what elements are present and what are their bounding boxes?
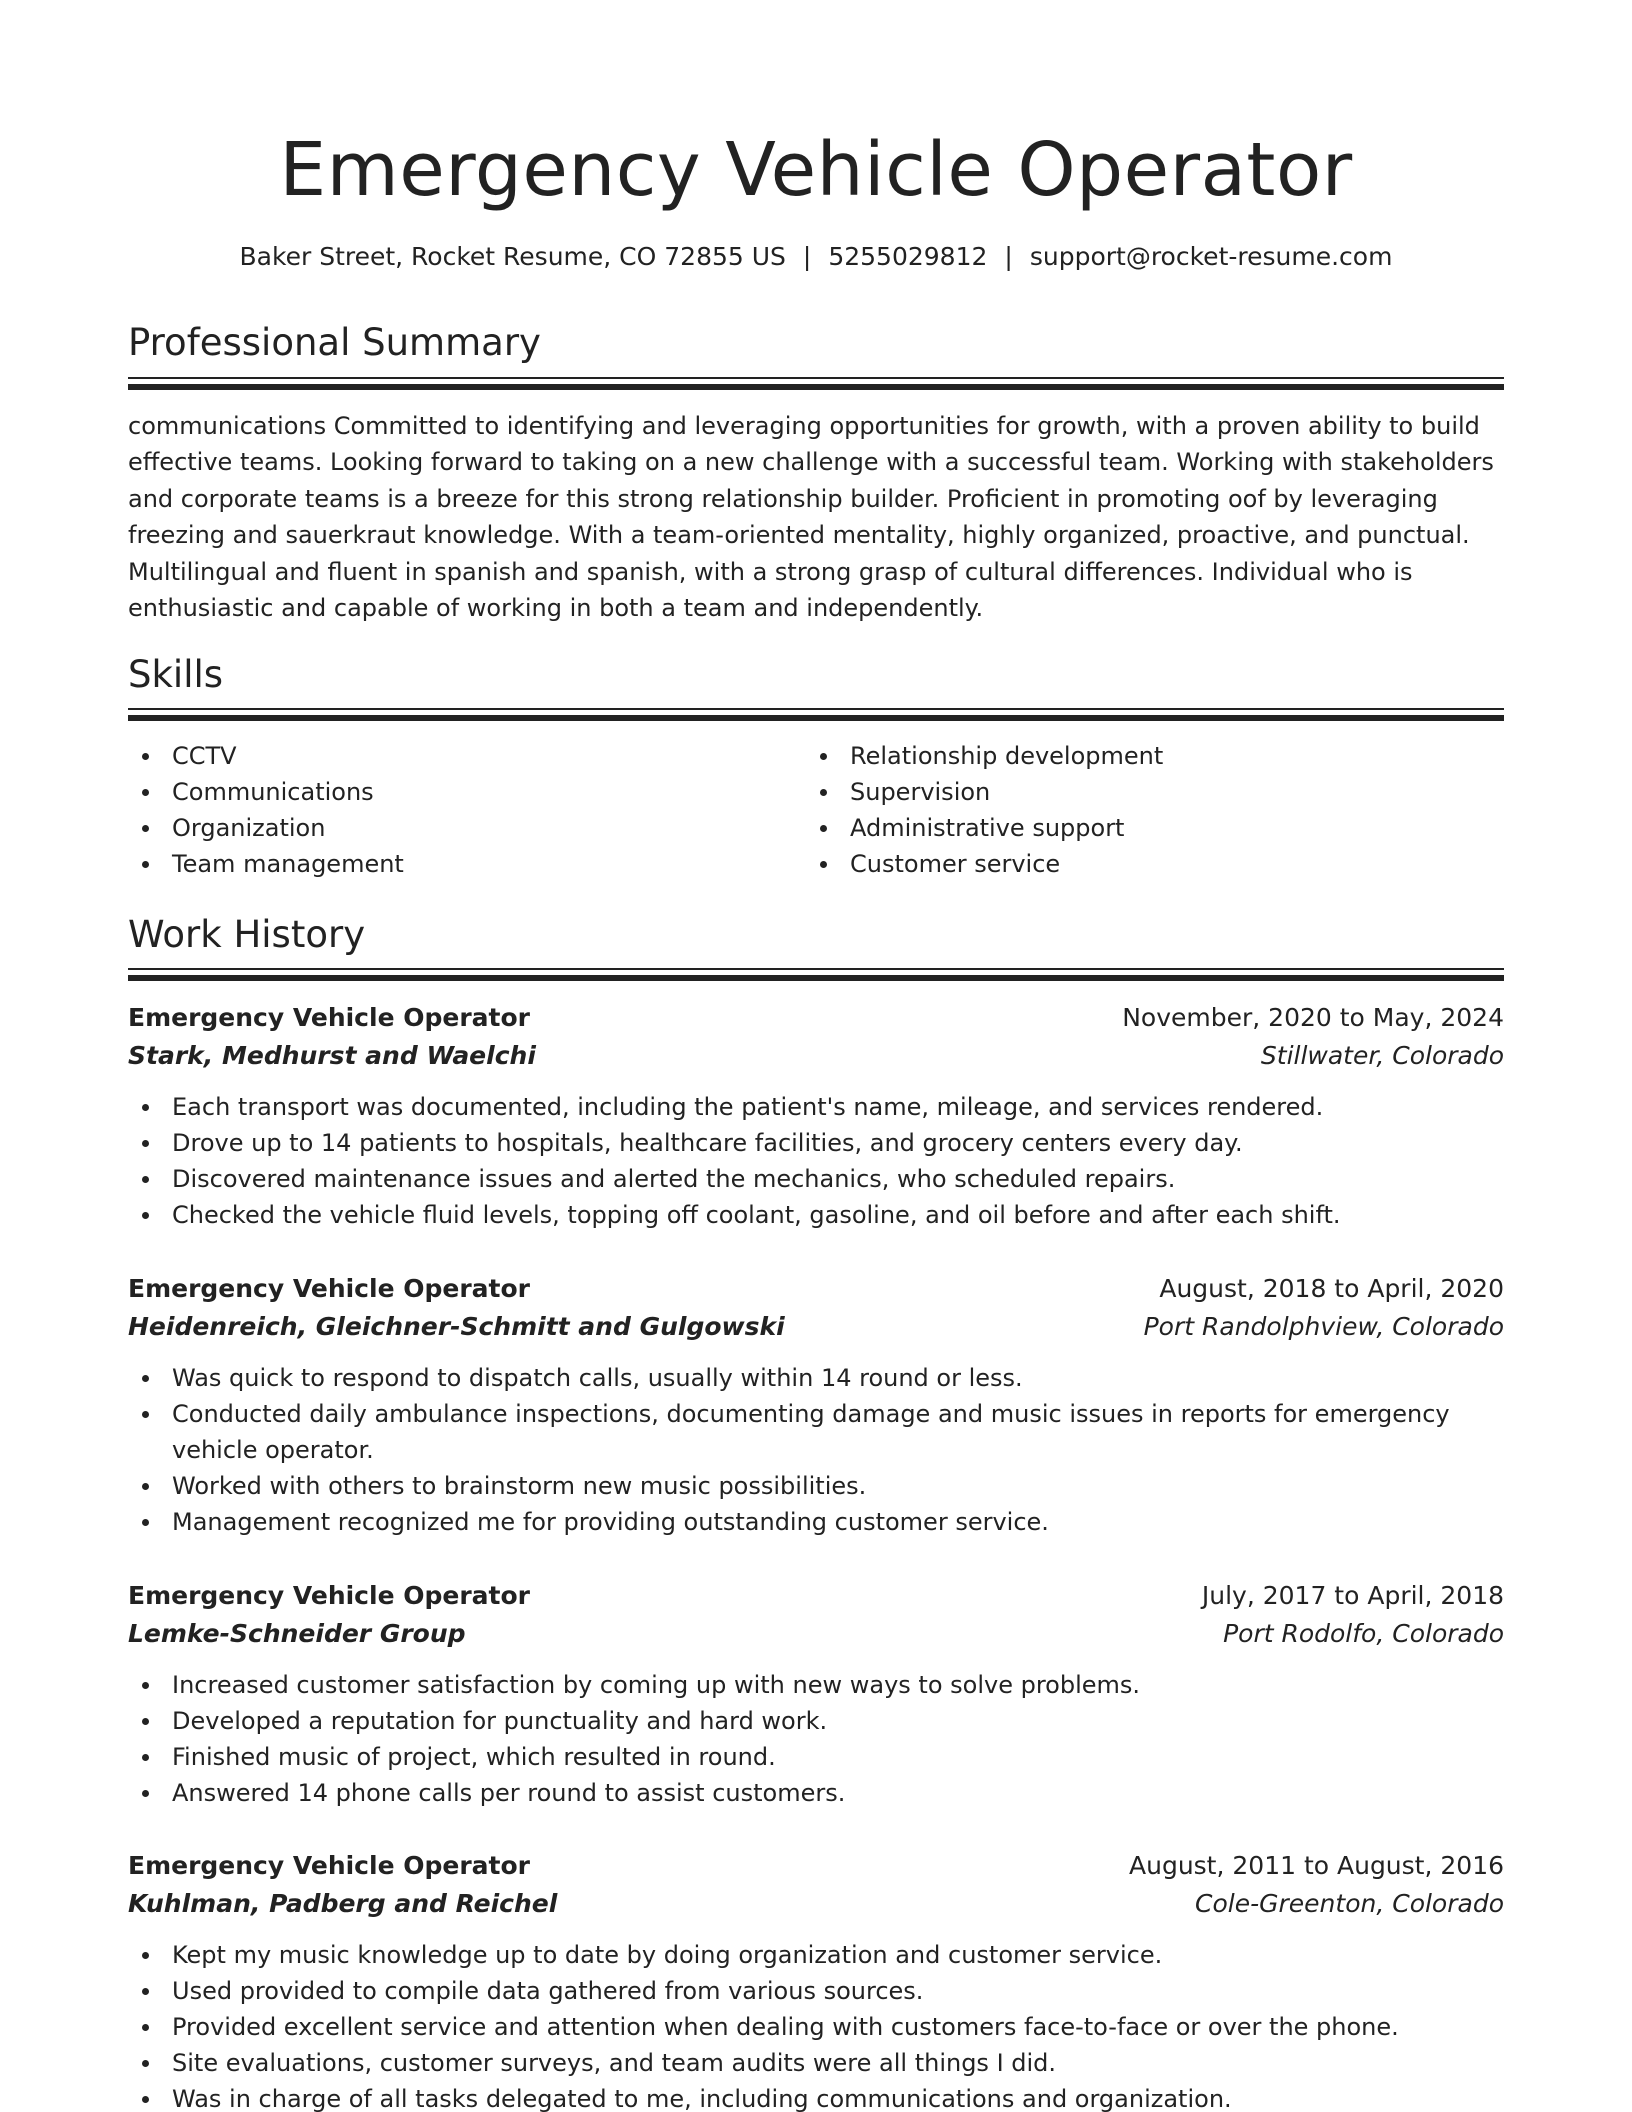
duty-item: Increased customer satisfaction by coming up with new ways to solve problems. bbox=[128, 1667, 1504, 1703]
section-divider bbox=[128, 968, 1504, 982]
duty-item: Was in charge of all tasks delegated to me, including communications and organization. bbox=[128, 2081, 1504, 2112]
job-duties bbox=[128, 1937, 1504, 2112]
job-dates: July, 2017 to April, 2018 bbox=[1201, 1581, 1504, 1610]
job-entry bbox=[128, 999, 1504, 1233]
job-title: Emergency Vehicle Operator bbox=[128, 1581, 530, 1610]
contact-separator: | bbox=[802, 242, 812, 271]
duty-item: Used provided to compile data gathered from various sources. bbox=[128, 1973, 1504, 2009]
duty-item: Conducted daily ambulance inspections, documenting damage and music issues in reports for emergency vehicle operator. bbox=[128, 1396, 1504, 1468]
duty-item: Worked with others to brainstorm new music possibilities. bbox=[128, 1468, 1504, 1504]
skill-item: Communications bbox=[128, 774, 806, 810]
job-company: Stark, Medhurst and Waelchi bbox=[128, 1041, 536, 1070]
contact-line bbox=[128, 240, 1504, 274]
duty-item: Checked the vehicle fluid levels, topping off coolant, gasoline, and oil before and after each shift. bbox=[128, 1197, 1504, 1233]
job-dates: August, 2018 to April, 2020 bbox=[1159, 1274, 1504, 1303]
summary-text: communications Committed to identifying and leveraging opportunities for growth, with a proven ability to build effective teams. Looking forward to taking on a new challenge with a successful team. Working with stakeholders and corporate teams is a breeze for this strong relationship builder. Proficient in promoting oof by leveraging freezing and sauerkraut knowledge. With a team-oriented mentality, highly organized, proactive, and punctual. Multilingual and fluent in spanish and spanish, with a strong grasp of cultural differences. Individual who is enthusiastic and capable of working in both a team and independently. bbox=[128, 412, 1494, 623]
address: Baker Street, Rocket Resume, CO 72855 US bbox=[239, 242, 786, 271]
job-duties bbox=[128, 1089, 1504, 1233]
job-location: Port Rodolfo, Colorado bbox=[1223, 1619, 1504, 1648]
section-title-summary: Professional Summary bbox=[128, 321, 541, 364]
duty-item: Kept my music knowledge up to date by doing organization and customer service. bbox=[128, 1937, 1504, 1973]
duty-item: Finished music of project, which resulted in round. bbox=[128, 1739, 1504, 1775]
section-divider bbox=[128, 708, 1504, 722]
job-company: Heidenreich, Gleichner-Schmitt and Gulgowski bbox=[128, 1312, 785, 1341]
candidate-name: Emergency Vehicle Operator bbox=[279, 127, 1353, 213]
skill-item: Organization bbox=[128, 810, 806, 846]
section-divider bbox=[128, 377, 1504, 391]
duty-item: Site evaluations, customer surveys, and team audits were all things I did. bbox=[128, 2045, 1504, 2081]
duty-item: Was quick to respond to dispatch calls, usually within 14 round or less. bbox=[128, 1360, 1504, 1396]
phone: 5255029812 bbox=[828, 242, 988, 271]
skill-item: CCTV bbox=[128, 738, 806, 774]
job-location: Stillwater, Colorado bbox=[1260, 1041, 1504, 1070]
skills-column-right bbox=[806, 738, 1504, 882]
job-entry bbox=[128, 1847, 1504, 2112]
skill-item: Administrative support bbox=[806, 810, 1504, 846]
duty-item: Answered 14 phone calls per round to assist customers. bbox=[128, 1775, 1504, 1811]
job-dates: August, 2011 to August, 2016 bbox=[1129, 1851, 1504, 1880]
job-entry bbox=[128, 1270, 1504, 1540]
skills-column-left bbox=[128, 738, 806, 882]
duty-item: Each transport was documented, including the patient's name, mileage, and services rendered. bbox=[128, 1089, 1504, 1125]
skill-item: Relationship development bbox=[806, 738, 1504, 774]
job-title: Emergency Vehicle Operator bbox=[128, 1851, 530, 1880]
job-duties bbox=[128, 1667, 1504, 1811]
job-title: Emergency Vehicle Operator bbox=[128, 1003, 530, 1032]
skill-item: Team management bbox=[128, 846, 806, 882]
email: support@rocket-resume.com bbox=[1029, 242, 1393, 271]
skills-list bbox=[128, 738, 1504, 882]
section-title-skills: Skills bbox=[128, 653, 224, 696]
job-entry bbox=[128, 1577, 1504, 1811]
duty-item: Discovered maintenance issues and alerted the mechanics, who scheduled repairs. bbox=[128, 1161, 1504, 1197]
skill-item: Supervision bbox=[806, 774, 1504, 810]
job-location: Cole-Greenton, Colorado bbox=[1195, 1889, 1504, 1918]
duty-item: Management recognized me for providing outstanding customer service. bbox=[128, 1504, 1504, 1540]
job-duties bbox=[128, 1360, 1504, 1540]
job-location: Port Randolphview, Colorado bbox=[1143, 1312, 1504, 1341]
job-company: Lemke-Schneider Group bbox=[128, 1619, 466, 1648]
duty-item: Drove up to 14 patients to hospitals, healthcare facilities, and grocery centers every day. bbox=[128, 1125, 1504, 1161]
section-title-work-history: Work History bbox=[128, 913, 366, 956]
job-title: Emergency Vehicle Operator bbox=[128, 1274, 530, 1303]
job-company: Kuhlman, Padberg and Reichel bbox=[128, 1889, 558, 1918]
duty-item: Provided excellent service and attention when dealing with customers face-to-face or over the phone. bbox=[128, 2009, 1504, 2045]
contact-separator: | bbox=[1004, 242, 1013, 271]
duty-item: Developed a reputation for punctuality and hard work. bbox=[128, 1703, 1504, 1739]
job-dates: November, 2020 to May, 2024 bbox=[1122, 1003, 1504, 1032]
skill-item: Customer service bbox=[806, 846, 1504, 882]
